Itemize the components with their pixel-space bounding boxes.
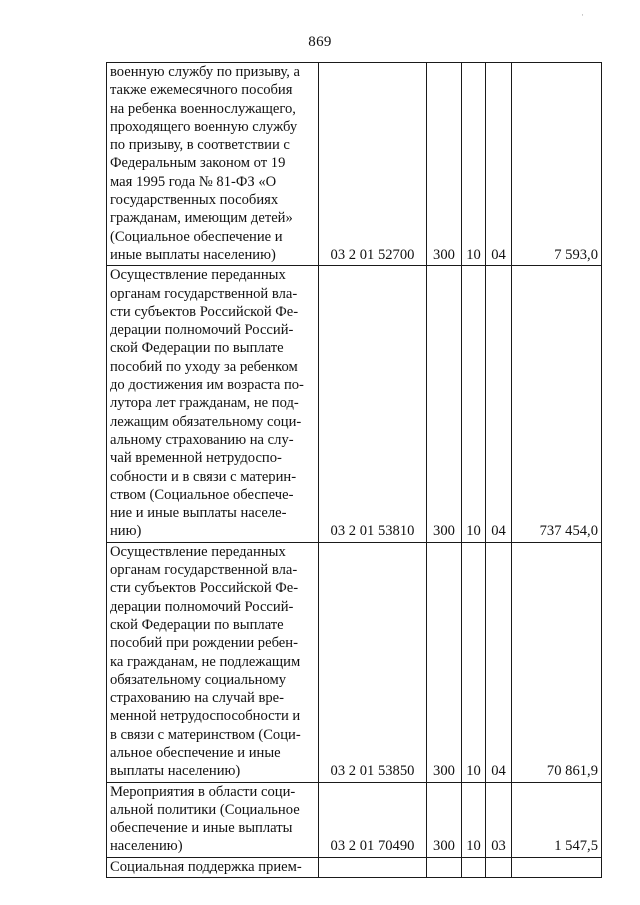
row-description (107, 782, 319, 857)
description-line: выплаты населению) (110, 763, 241, 780)
subsection-code: 04 (486, 63, 512, 266)
description-line: мая 1995 года № 81-ФЗ «О (110, 173, 277, 190)
description-line: (Социальное обеспечение и (110, 228, 283, 245)
row-description (107, 266, 319, 542)
description-line: Осуществление переданных (110, 267, 286, 284)
expense-type-code: 300 (427, 266, 462, 542)
description-line: Осуществление переданных (110, 543, 286, 560)
description-line: дерации полномочий Россий- (110, 598, 294, 615)
description-line: ка гражданам, не подлежащим (110, 653, 301, 670)
description-line: Социальная поддержка прием- (110, 858, 302, 875)
description-line: альное обеспечение и иные (110, 744, 281, 761)
section-code: 10 (462, 63, 486, 266)
description-line: проходящего военную службу (110, 118, 298, 135)
budget-table-body (107, 63, 602, 878)
target-article-code (319, 857, 427, 877)
section-code: 10 (462, 782, 486, 857)
description-line: ние и иные выплаты населе- (110, 505, 287, 522)
description-line: на ребенка военнослужащего, (110, 100, 296, 117)
expense-type-code: 300 (427, 63, 462, 266)
table-row (107, 782, 602, 857)
description-line: военную службу по призыву, а (110, 64, 301, 80)
table-row (107, 266, 602, 542)
description-line: менной нетрудоспособности и (110, 708, 301, 725)
expense-type-code: 300 (427, 542, 462, 782)
subsection-code: 04 (486, 542, 512, 782)
description-line: до достижения им возраста по- (110, 377, 304, 394)
section-code: 10 (462, 266, 486, 542)
description-line: органам государственной вла- (110, 285, 298, 302)
description-line: иные выплаты населению) (110, 246, 276, 263)
description-line: чай временной нетрудоспо- (110, 450, 282, 467)
section-code: 10 (462, 542, 486, 782)
description-line: обязательному социальному (110, 671, 287, 688)
expense-type-code (427, 857, 462, 877)
row-description (107, 542, 319, 782)
description-line: собности и в связи с материн- (110, 468, 297, 485)
subsection-code: 03 (486, 782, 512, 857)
target-article-code: 03 2 01 70490 (319, 782, 427, 857)
target-article-code: 03 2 01 53850 (319, 542, 427, 782)
amount-value (512, 857, 602, 877)
description-line: органам государственной вла- (110, 562, 298, 579)
description-line: дерации полномочий Россий- (110, 322, 294, 339)
description-line: лежащим обязательному соци- (110, 413, 302, 430)
description-line: по призыву, в соответствии с (110, 137, 290, 154)
description-line: пособий по уходу за ребенком (110, 358, 298, 375)
amount-value: 70 861,9 (512, 542, 602, 782)
table-row (107, 542, 602, 782)
page-number: 869 (308, 34, 332, 50)
description-line: гражданам, имеющим детей» (110, 210, 293, 227)
description-line: обеспечение и иные выплаты (110, 820, 293, 837)
description-line: государственных пособиях (110, 192, 279, 209)
table-row (107, 857, 602, 877)
target-article-code: 03 2 01 52700 (319, 63, 427, 266)
description-line: Мероприятия в области соци- (110, 783, 296, 800)
target-article-code: 03 2 01 53810 (319, 266, 427, 542)
budget-table (106, 62, 602, 878)
description-line: альной политики (Социальное (110, 801, 300, 818)
table-row (107, 63, 602, 266)
description-line: населению) (110, 838, 183, 855)
description-line: ской Федерации по выплате (110, 616, 284, 633)
row-description (107, 857, 319, 877)
corner-mark: · (581, 10, 584, 20)
description-line: нию) (110, 523, 142, 540)
description-line: в связи с материнством (Соци- (110, 726, 301, 743)
amount-value: 7 593,0 (512, 63, 602, 266)
expense-type-code: 300 (427, 782, 462, 857)
description-line: также ежемесячного пособия (110, 82, 293, 99)
section-code (462, 857, 486, 877)
description-line: лутора лет гражданам, не под- (110, 395, 299, 412)
description-line: сти субъектов Российской Фе- (110, 580, 299, 597)
row-description (107, 63, 319, 266)
subsection-code (486, 857, 512, 877)
description-line: ской Федерации по выплате (110, 340, 284, 357)
subsection-code: 04 (486, 266, 512, 542)
description-line: пособий при рождении ребен- (110, 635, 298, 652)
amount-value: 1 547,5 (512, 782, 602, 857)
amount-value: 737 454,0 (512, 266, 602, 542)
description-line: страхованию на случай вре- (110, 690, 284, 707)
description-line: альному страхованию на слу- (110, 431, 294, 448)
description-line: сти субъектов Российской Фе- (110, 303, 299, 320)
description-line: Федеральным законом от 19 (110, 155, 286, 172)
description-line: ством (Социальное обеспече- (110, 486, 294, 503)
